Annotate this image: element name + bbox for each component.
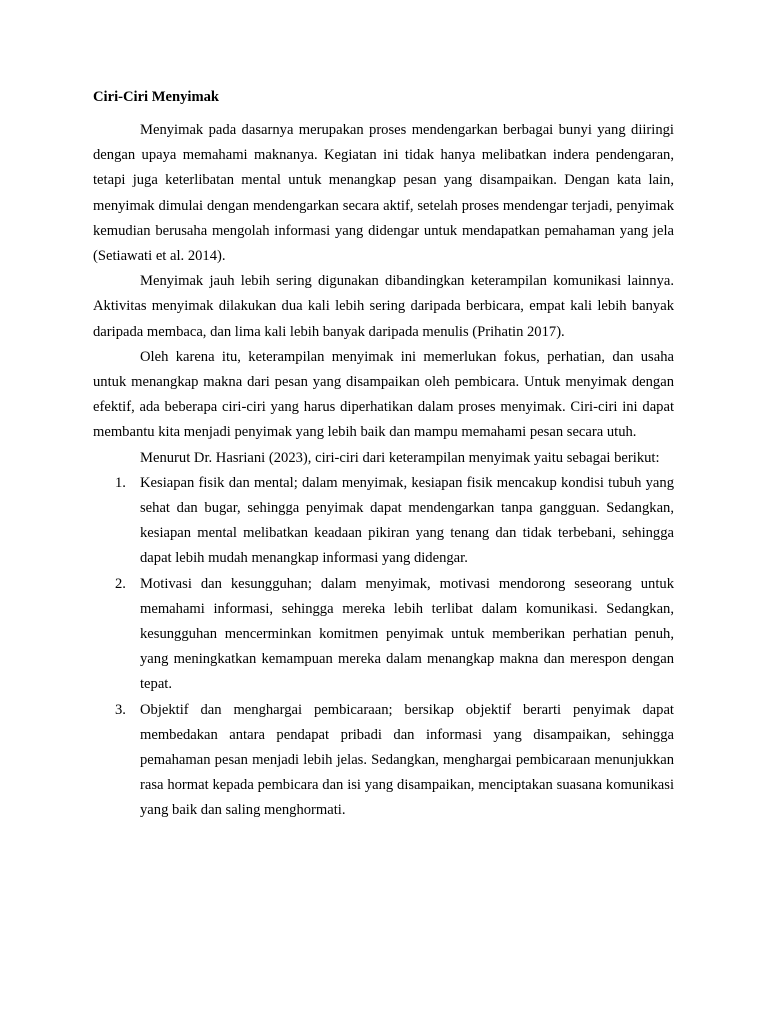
list-item-number: 3. bbox=[115, 701, 126, 718]
list-item-text: Motivasi dan kesungguhan; dalam menyimak, motivasi mendorong seseorang untuk memahami informasi, sehingga mereka lebih terlibat dalam komunikasi. Sedangkan, kesungguhan mencerminkan komitmen penyimak untuk memberikan perhatian penuh, yang meningkatkan kemampuan mereka dalam menangkap makna dan merespon dengan tepat. bbox=[140, 575, 674, 693]
numbered-list bbox=[93, 471, 674, 824]
list-item bbox=[93, 698, 674, 824]
list-item-number: 1. bbox=[115, 474, 126, 491]
list-item-number: 2. bbox=[115, 575, 126, 592]
list-item bbox=[93, 572, 674, 698]
list-item-text: Kesiapan fisik dan mental; dalam menyimak, kesiapan fisik mencakup kondisi tubuh yang sehat dan bugar, sehingga penyimak dapat mendengarkan tanpa gangguan. Sedangkan, kesiapan mental melibatkan keadaan pikiran yang tenang dan tidak terbebani, sehingga dapat lebih mudah menangkap informasi yang didengar. bbox=[140, 474, 674, 567]
list-item bbox=[93, 471, 674, 572]
list-item-text: Objektif dan menghargai pembicaraan; bersikap objektif berarti penyimak dapat membedakan antara pendapat pribadi dan informasi yang disampaikan, sehingga pemahaman pesan menjadi lebih jelas. Sedangkan, menghargai pembicaraan menunjukkan rasa hormat kepada pembicara dan isi yang disampaikan, menciptakan suasana komunikasi yang baik dan saling menghormati. bbox=[140, 701, 674, 819]
paragraph: Oleh karena itu, keterampilan menyimak ini memerlukan fokus, perhatian, dan usaha untuk menangkap makna dari pesan yang disampaikan oleh pembicara. Untuk menyimak dengan efektif, ada beberapa ciri-ciri yang harus diperhatikan dalam proses menyimak. Ciri-ciri ini dapat membantu kita menjadi penyimak yang lebih baik dan mampu memahami pesan secara utuh. bbox=[93, 348, 674, 441]
paragraph: Menyimak jauh lebih sering digunakan dibandingkan keterampilan komunikasi lainnya. Aktivitas menyimak dilakukan dua kali lebih sering daripada berbicara, empat kali lebih banyak daripada membaca, dan lima kali lebih banyak daripada menulis (Prihatin 2017). bbox=[93, 273, 674, 340]
paragraph: Menurut Dr. Hasriani (2023), ciri-ciri dari keterampilan menyimak yaitu sebagai berikut: bbox=[140, 449, 660, 466]
section-heading: Ciri-Ciri Menyimak bbox=[93, 89, 220, 105]
document-page bbox=[93, 86, 674, 824]
paragraph: Menyimak pada dasarnya merupakan proses mendengarkan berbagai bunyi yang diiringi dengan upaya memahami maknanya. Kegiatan ini tidak hanya melibatkan indera pendengaran, tetapi juga keterlibatan mental untuk menangkap pesan yang disampaikan. Dengan kata lain, menyimak dimulai dengan mendengarkan secara aktif, setelah proses mendengar terjadi, penyimak kemudian berusaha mengolah informasi yang didengar untuk mendapatkan pemahaman yang jela (Setiawati et al. 2014). bbox=[93, 122, 674, 265]
